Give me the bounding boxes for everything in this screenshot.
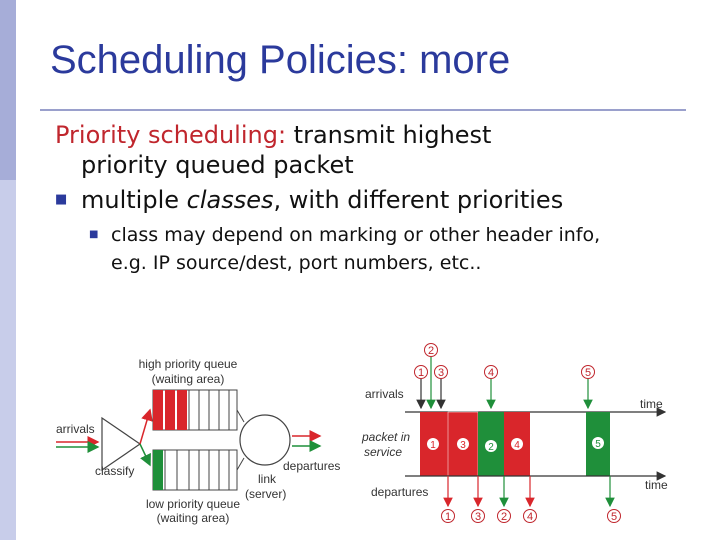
departure-num-5: 5 (610, 511, 618, 523)
packet-in-service-sublabel: service (364, 445, 403, 459)
high-to-link (237, 410, 244, 422)
packet-in-service-label: packet in (362, 430, 411, 444)
arrival-num-3: 3 (437, 367, 445, 379)
service-num-1: 1 (430, 440, 436, 451)
sub-bullet-text: class may depend on marking or other header info, e.g. IP source/dest, port numbers, etc.. (111, 224, 601, 274)
link-server-circle (240, 415, 290, 465)
high-queue-sublabel: (waiting area) (151, 372, 225, 386)
priority-desc: transmit highest (286, 121, 492, 149)
low-queue-label: low priority queue (145, 497, 241, 511)
arrival-num-2: 2 (427, 345, 435, 357)
classify-label: classify (95, 464, 135, 478)
service-num-3: 3 (460, 440, 466, 451)
priority-queue-diagram (56, 357, 340, 525)
departure-num-2: 2 (500, 511, 508, 523)
time-label-bottom: time (645, 478, 668, 492)
queue-arrivals-label: arrivals (56, 422, 95, 436)
slide-title: Scheduling Policies: more (50, 38, 511, 82)
bullet-classes-post: , with different priorities (273, 186, 564, 214)
timeline-departures-label: departures (371, 485, 429, 499)
priority-desc-cont: priority queued packet (81, 151, 354, 179)
classifier-triangle (102, 418, 140, 470)
low-queue-sublabel: (waiting area) (156, 511, 230, 525)
link-sublabel: (server) (245, 487, 287, 501)
timeline-arrivals-label: arrivals (365, 387, 404, 401)
arrival-num-1: 1 (417, 367, 425, 379)
departure-num-3: 3 (474, 511, 482, 523)
bullet-classes-pre: multiple (81, 186, 187, 214)
departure-num-1: 1 (444, 511, 452, 523)
service-num-4: 4 (514, 440, 520, 451)
departure-markers (442, 510, 621, 524)
departures-label: departures (283, 459, 341, 473)
time-label-top: time (640, 397, 663, 411)
bullet-marker: ■ (55, 192, 68, 207)
timeline-diagram (361, 344, 668, 524)
priority-term: Priority scheduling: (55, 121, 287, 149)
service-blocks (420, 412, 610, 476)
high-queue-label: high priority queue (138, 357, 238, 371)
low-to-link (237, 458, 244, 470)
to-high-queue-arrow (140, 410, 150, 444)
high-priority-queue (153, 390, 237, 430)
to-low-queue-arrow (140, 444, 150, 465)
departure-num-4: 4 (526, 511, 534, 523)
arrival-num-5: 5 (584, 367, 592, 379)
sub-bullet-marker: ■ (89, 229, 99, 240)
service-num-5: 5 (595, 439, 601, 450)
arrival-num-4: 4 (487, 367, 495, 379)
arrival-markers (415, 344, 595, 380)
low-priority-queue (153, 450, 237, 490)
service-num-2: 2 (488, 442, 494, 453)
bullet-classes-em: classes (186, 186, 274, 214)
link-label: link (258, 472, 277, 486)
